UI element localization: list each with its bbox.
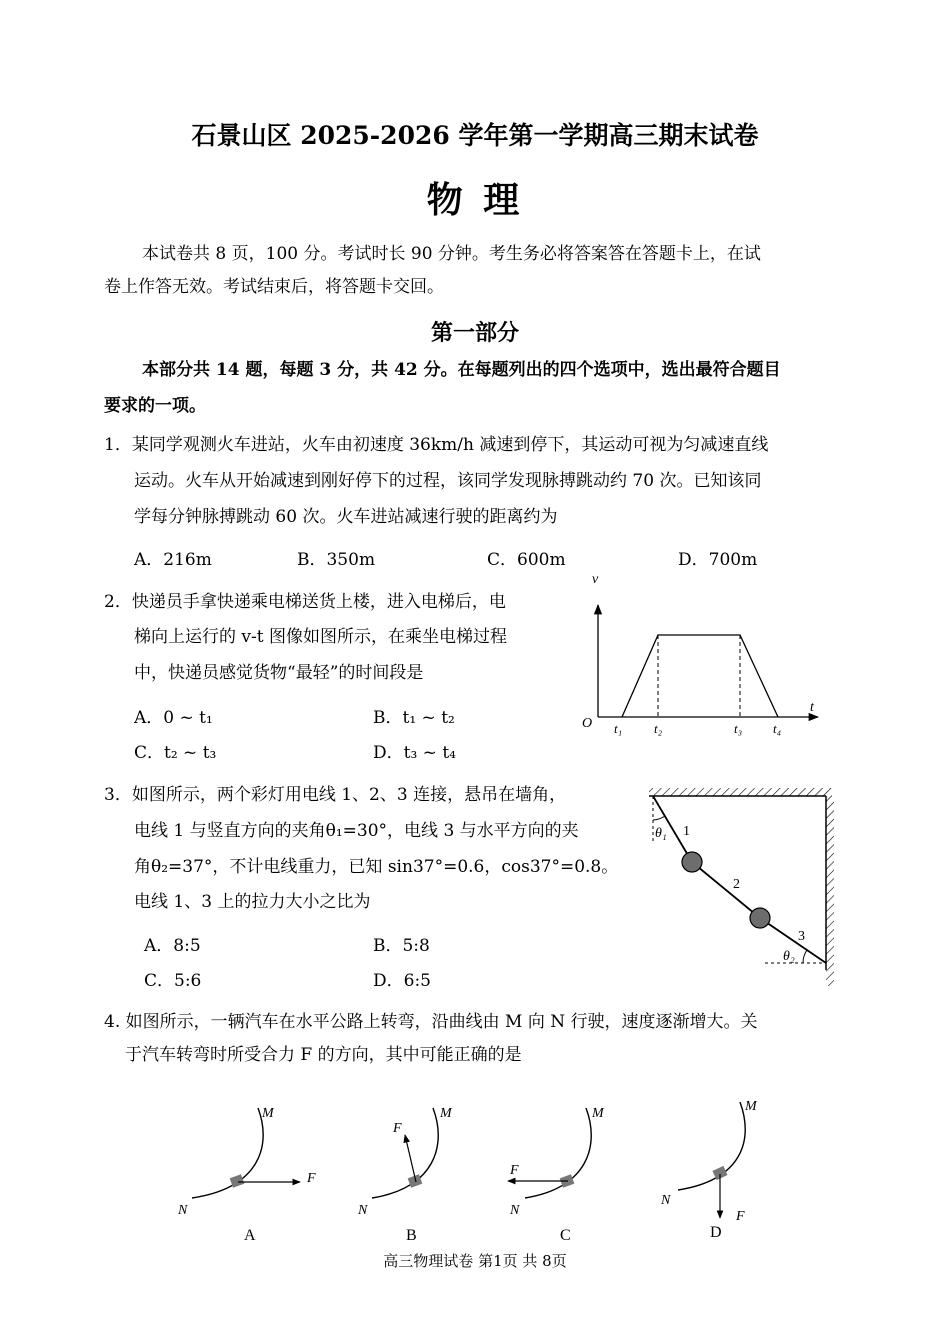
n-label-c: N xyxy=(510,1203,520,1218)
n-label-a: N xyxy=(178,1203,188,1218)
subject-title: 物 理 xyxy=(426,179,524,221)
lamp-1 xyxy=(682,852,702,872)
q3-option-d[interactable]: D．6:5 xyxy=(373,971,431,991)
figure-c[interactable] xyxy=(508,1106,605,1244)
v-label: v xyxy=(592,572,599,587)
q2-option-c[interactable]: C．t₂ ~ t₃ xyxy=(134,743,217,763)
part-desc-line-2: 要求的一项。 xyxy=(104,396,206,416)
label-c: C xyxy=(560,1227,571,1244)
lamp-figure xyxy=(635,780,845,990)
figure-d[interactable] xyxy=(660,1099,758,1241)
q1-line-2: 运动。火车从开始减速到刚好停下的过程，该同学发现脉搏跳动约 70 次。已知该同 xyxy=(134,471,762,491)
q3-option-a[interactable]: A．8:5 xyxy=(144,936,201,956)
f-label-d: F xyxy=(736,1209,745,1224)
wall-hatch xyxy=(826,796,834,986)
n-label-d: N xyxy=(661,1193,671,1208)
label-b: B xyxy=(406,1227,417,1244)
t3-label: t₃ xyxy=(734,721,743,736)
instructions-line-1: 本试卷共 8 页，100 分。考试时长 90 分钟。考生务必将答案答在答题卡上，在试 xyxy=(142,244,761,264)
t4-label: t₄ xyxy=(773,721,782,736)
q4-line-1: 4. 如图所示，一辆汽车在水平公路上转弯，沿曲线由 M 向 N 行驶，速度逐渐增大。关 xyxy=(104,1012,758,1032)
q2-line-2: 梯向上运行的 v-t 图像如图所示，在乘坐电梯过程 xyxy=(134,627,507,647)
wire-3-label: 3 xyxy=(798,929,805,944)
part-title: 第一部分 xyxy=(430,320,519,346)
f-label-b: F xyxy=(393,1121,402,1136)
theta1-arc xyxy=(653,816,665,820)
velocity-curve xyxy=(622,635,778,717)
q1-line-1: 1．某同学观测火车进站，火车由初速度 36km/h 减速到停下，其运动可视为匀减速直线 xyxy=(104,435,769,455)
theta2-arc xyxy=(803,950,807,963)
q2-line-3: 中，快递员感觉货物“最轻”的时间段是 xyxy=(134,663,424,683)
figure-b[interactable] xyxy=(357,1106,453,1244)
q1-option-c[interactable]: C．600m xyxy=(487,550,566,570)
n-label-b: N xyxy=(358,1203,368,1218)
t1-label: t₁ xyxy=(614,721,623,736)
curve-d xyxy=(678,1102,745,1190)
exam-title: 石景山区 2025-2026 学年第一学期高三期末试卷 xyxy=(191,121,759,150)
theta2-label: θ₂ xyxy=(783,949,795,964)
q4-figures xyxy=(150,1090,800,1250)
m-label-b: M xyxy=(440,1106,452,1121)
wire-2-label: 2 xyxy=(733,877,740,892)
q3-option-c[interactable]: C．5:6 xyxy=(144,971,202,991)
q4-line-2: 于汽车转弯时所受合力 F 的方向，其中可能正确的是 xyxy=(125,1045,522,1065)
force-b xyxy=(405,1135,416,1182)
m-label-d: M xyxy=(745,1099,757,1114)
theta1-label: θ₁ xyxy=(655,826,667,841)
q3-line-4: 电线 1、3 上的拉力大小之比为 xyxy=(134,892,371,912)
figure-a[interactable] xyxy=(177,1106,316,1244)
curve-a xyxy=(192,1108,263,1198)
q2-line-1: 2．快递员手拿快递乘电梯送货上楼，进入电梯后，电 xyxy=(104,592,506,612)
f-label-c: F xyxy=(510,1163,519,1178)
wire-1-label: 1 xyxy=(683,824,690,839)
t2-label: t₂ xyxy=(654,721,663,736)
lamp-2 xyxy=(750,908,770,928)
page-footer: 高三物理试卷 第1页 共 8页 xyxy=(383,1252,567,1270)
part-desc-line-1: 本部分共 14 题，每题 3 分，共 42 分。在每题列出的四个选项中，选出最符合题目 xyxy=(142,360,781,380)
vt-graph xyxy=(570,565,830,745)
m-label-c: M xyxy=(592,1106,604,1121)
t-label: t xyxy=(810,700,814,715)
q2-option-b[interactable]: B．t₁ ~ t₂ xyxy=(373,708,455,728)
q1-line-3: 学每分钟脉搏跳动 60 次。火车进站减速行驶的距离约为 xyxy=(134,507,558,527)
f-label-a: F xyxy=(307,1171,316,1186)
m-label-a: M xyxy=(262,1106,274,1121)
curve-c xyxy=(525,1108,591,1198)
q2-option-a[interactable]: A．0 ~ t₁ xyxy=(134,708,213,728)
q3-line-1: 3．如图所示，两个彩灯用电线 1、2、3 连接，悬吊在墙角， xyxy=(104,785,567,805)
label-d: D xyxy=(710,1224,722,1241)
instructions-line-2: 卷上作答无效。考试结束后，将答题卡交回。 xyxy=(104,277,444,297)
curve-b xyxy=(372,1108,438,1198)
q1-option-b[interactable]: B．350m xyxy=(297,550,376,570)
ceiling-hatch xyxy=(649,788,832,796)
q3-line-3: 角θ₂=37°，不计电线重力，已知 sin37°=0.6，cos37°=0.8。 xyxy=(134,857,619,877)
label-a: A xyxy=(244,1227,256,1244)
origin-label: O xyxy=(582,716,593,731)
q1-option-d[interactable]: D．700m xyxy=(678,550,758,570)
wire-2 xyxy=(692,862,760,918)
q3-option-b[interactable]: B．5:8 xyxy=(373,936,430,956)
q2-option-d[interactable]: D．t₃ ~ t₄ xyxy=(373,743,456,763)
q3-line-2: 电线 1 与竖直方向的夹角θ₁=30°，电线 3 与水平方向的夹 xyxy=(134,821,579,841)
q1-option-a[interactable]: A．216m xyxy=(134,550,212,570)
